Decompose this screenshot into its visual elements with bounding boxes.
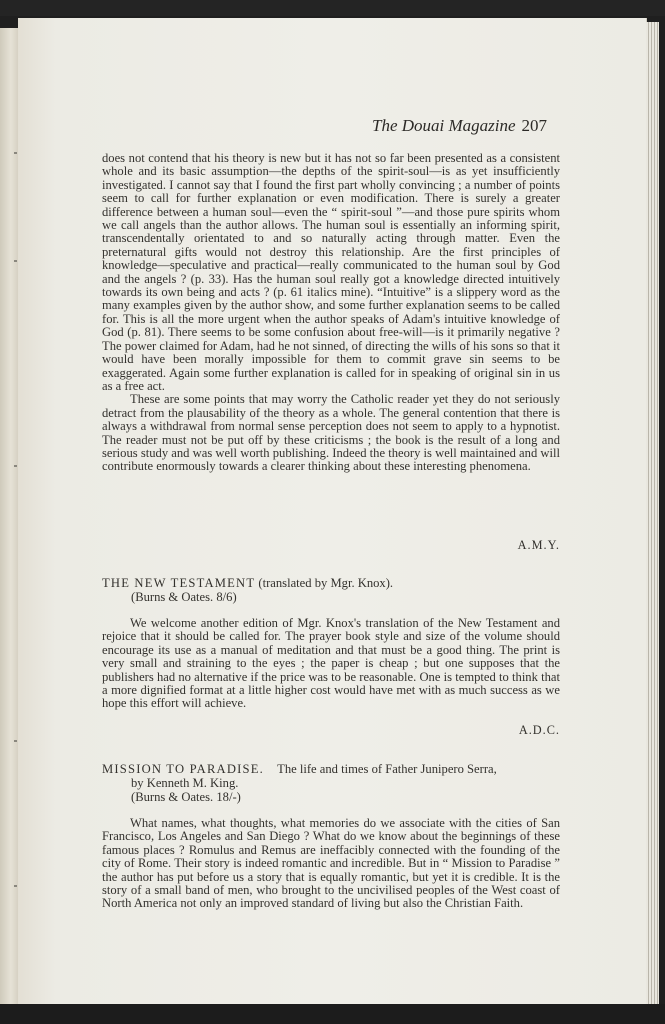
review-1-body — [102, 152, 560, 474]
review-3-body — [102, 817, 560, 911]
margin-mark — [14, 885, 17, 887]
review-2-publisher: (Burns & Oates. 8/6) — [131, 590, 237, 604]
running-header — [372, 116, 562, 138]
paragraph: We welcome another edition of Mgr. Knox's translation of the New Testament and rejoice that it should be called for. The prayer book style and size of the volume should encourage its use as a manual of meditation and that must be a good thing. The print is very small and straining to the eyes ; the paper is cheap ; but one supposes that the publishers had no alternative if the price was to be reasonable. One is tempted to think that a more dignified format at a little higher cost would have met with as much success as we hope this effort will achieve. — [102, 616, 560, 711]
paragraph: What names, what thoughts, what memories do we associate with the cities of San Francisco, Los Angeles and San Diego ? What do we know about the beginnings of these famous places ? Romulus and Remus are ineffacibly connected with the founding of the city of Rome. Their story is indeed romantic and incredible. But in “ Mission to Paradise ” the author has put before us a story that is equally romantic, but yet it is credible. It is the story of a small band of men, who brought to the uncivilised peoples of the West coast of North America not only an improved standard of living but also the Christian Faith. — [102, 816, 560, 911]
review-3-publisher: (Burns & Oates. 18/-) — [131, 790, 241, 804]
book-title: MISSION TO PARADISE. — [102, 762, 264, 776]
review-2-body — [102, 617, 560, 711]
review-2-heading — [102, 576, 393, 591]
review-3-heading — [102, 762, 497, 777]
paragraph: does not contend that his theory is new but it has not so far been presented as a consistent whole and its basic assumption—the depths of the spirit-soul—is as yet insufficiently investigated. I cannot say that I found the first part wholly convincing ; a number of points seem to call for further explanation or even modification. There is surely a greater difference between a human soul—even the “ spirit-soul ”—and those pure spirits whom we call angels than the author allows. The human soul is essentially an informing spirit, transcendentally orientated to and so naturally acting through matter. Even the preternatural gifts would not destroy this relationship. Are the first principles of knowledge—speculative and practical—really communicated to the human soul by God and the angels ? (p. 33). Has the human soul really got a knowledge directed intuitively towards its own being and acts ? (p. 61 italics mine). “Intuitive” is a slippery word as the many examples given by the author show, and some further explanation seems to be called for. This is all the more urgent when the author speaks of Adam's intuitive knowledge of God (p. 81). There seems to be some confusion about free-will—is it primarily negative ? The power claimed for Adam, had he not sinned, of directing the wills of his sons so that it would have been morally impossible for them to commit grave sin seems to be exaggerated. Again some further explanation is called for in speaking of original sin in us as a free act. — [102, 151, 560, 393]
margin-mark — [14, 740, 17, 742]
review-1-signature: A.M.Y. — [517, 538, 560, 552]
book-title-rest: (translated by Mgr. Knox). — [258, 576, 394, 590]
review-2-signature: A.D.C. — [518, 723, 560, 737]
scan-bottom-edge — [0, 1004, 665, 1024]
page-number: 207 — [521, 116, 548, 135]
page-stack-edge — [646, 22, 659, 1004]
facing-page-edge — [0, 28, 18, 1004]
margin-mark — [14, 465, 17, 467]
paragraph: These are some points that may worry the Catholic reader yet they do not seriously detract from the plausability of the theory as a whole. The general contention that there is always a withdrawal from normal sense perception does not seem to apply to a hypnotist. The reader must not be put off by these criticisms ; the book is the result of a long and serious study and was well worth publishing. Indeed the theory is well maintained and will contribute enormously towards a clearer thinking about these interesting phenomena. — [102, 392, 560, 474]
margin-mark — [14, 152, 17, 154]
margin-mark — [14, 260, 17, 262]
book-title: THE NEW TESTAMENT — [102, 576, 256, 590]
magazine-title: The Douai Magazine — [372, 116, 516, 135]
scan-top-edge — [0, 0, 665, 16]
review-3-author: by Kenneth M. King. — [131, 776, 239, 790]
book-title-rest: The life and times of Father Junipero Serra, — [277, 762, 497, 776]
